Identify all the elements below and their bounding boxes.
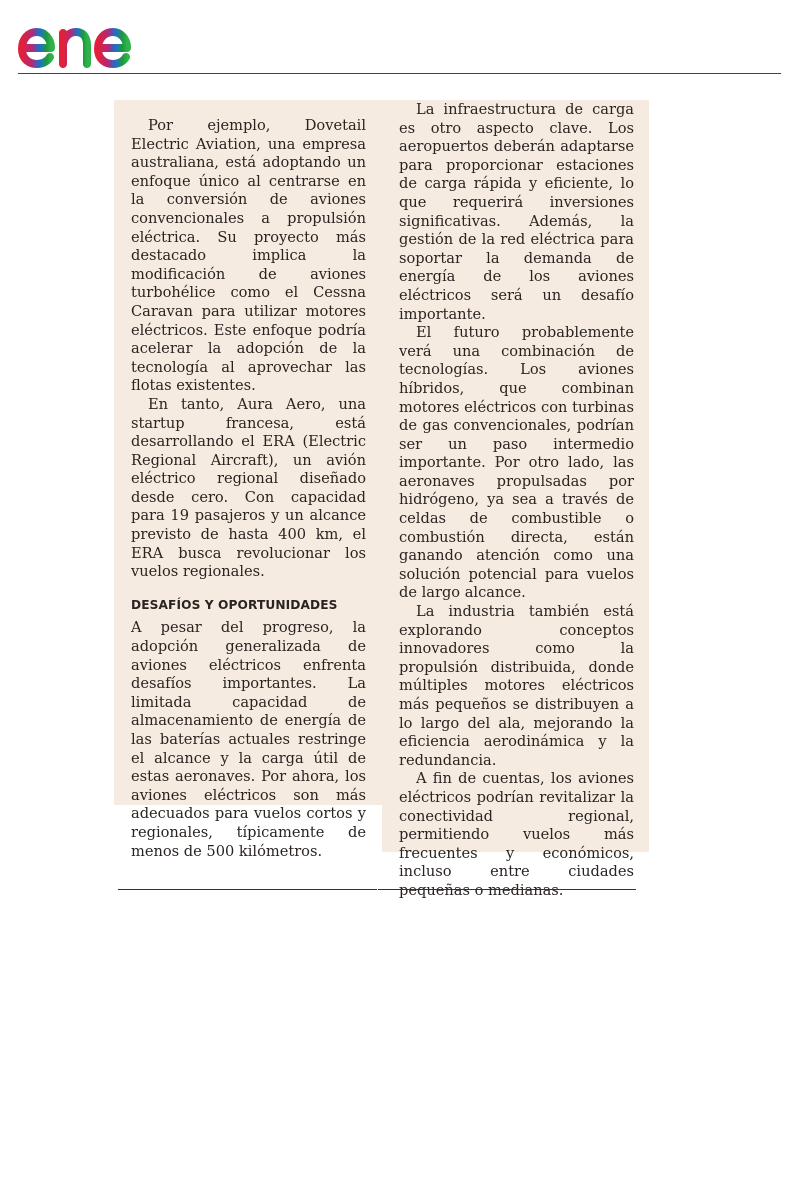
enel-logo [14, 6, 184, 72]
article-paragraph: En tanto, Aura Aero, una startup francesa, está desarrollando el ERA (Electric Regional Aircraft), un avión eléctrico regional diseñado desde cero. Con capacidad para 19 pasajeros y un alcance previsto de hasta 400 km, el ERA busca revolucionar los vuelos regionales. [131, 395, 366, 581]
footer-divider-left [118, 889, 377, 890]
section-heading: DESAFÍOS Y OPORTUNIDADES [131, 597, 338, 612]
article-paragraph: A pesar del progreso, la adopción generalizada de aviones eléctricos enfrenta desafíos importantes. La limitada capacidad de almacenamiento de energía de las baterías actuales restringe el alcance y la carga útil de estas aeronaves. Por ahora, los aviones eléctricos son más adecuados para vuelos cortos y regionales, típicamente de menos de 500 kilómetros. [131, 619, 366, 860]
article-column-right [382, 100, 649, 899]
article-paragraph: La industria también está explorando conceptos innovadores como la propulsión distribuida, donde múltiples motores eléctricos más pequeños se distribuyen a lo largo del ala, mejorando la eficiencia aerodinámica y la redundancia. [399, 603, 634, 769]
enel-wordmark-icon [14, 6, 184, 72]
article-paragraph: Por ejemplo, Dovetail Electric Aviation, una empresa australiana, está adoptando un enfoque único al centrarse en la conversión de aviones convencionales a propulsión eléctrica. Su proyecto más destacado implica la modificación de aviones turbohélice como el Cessna Caravan para utilizar motores eléctricos. Este enfoque podría acelerar la adopción de la tecnología al aprovechar las flotas existentes. [131, 117, 366, 395]
article-paragraph: A fin de cuentas, los aviones eléctricos podrían revitalizar la conectividad regional, permitiendo vuelos más frecuentes y económicos, incluso entre ciudades pequeñas o medianas. [399, 770, 634, 899]
header-divider [18, 73, 781, 74]
article-paragraph: La infraestructura de carga es otro aspecto clave. Los aeropuertos deberán adaptarse para proporcionar estaciones de carga rápida y eficiente, lo que requerirá inversiones significativas. Además, la gestión de la red eléctrica para soportar la demanda de energía de los aviones eléctricos será un desafío importante. [399, 101, 634, 323]
article-column-left [114, 100, 382, 860]
article-paragraph: El futuro probablemente verá una combinación de tecnologías. Los aviones híbridos, que combinan motores eléctricos con turbinas de gas convencionales, podrían ser un paso intermedio importante. Por otro lado, las aeronaves propulsadas por hidrógeno, ya sea a través de celdas de combustible o combustión directa, están ganando atención como una solución potencial para vuelos de largo alcance. [399, 324, 634, 602]
footer-divider-right [378, 889, 636, 890]
